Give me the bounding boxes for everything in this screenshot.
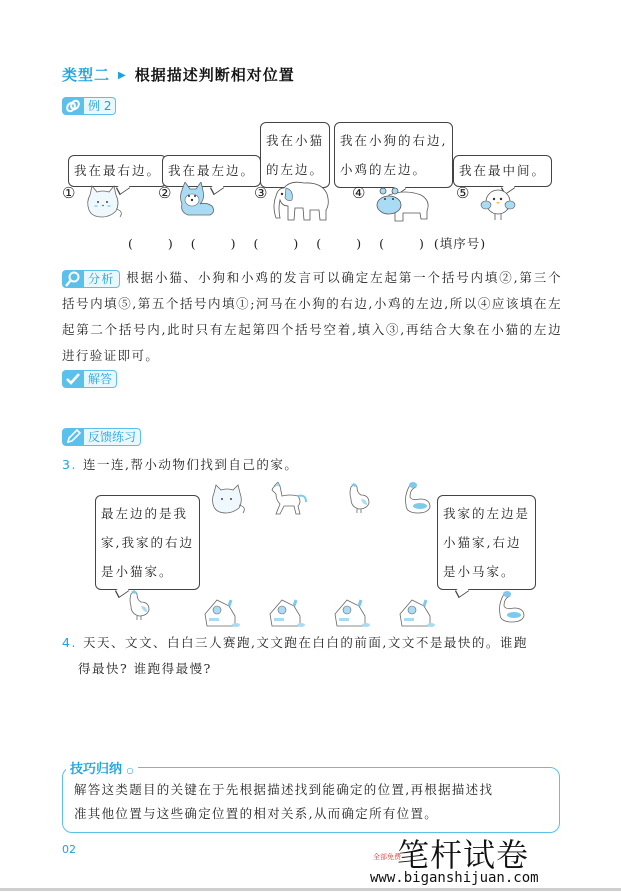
- house-icon-2: [268, 596, 306, 632]
- blank-close: ): [418, 236, 425, 251]
- goose-icon: [494, 590, 528, 630]
- analysis-tag: [62, 270, 120, 288]
- analysis-label: 分析: [84, 270, 120, 288]
- question-number: 4.: [62, 635, 77, 650]
- question-text: 得最快? 谁跑得最慢?: [78, 661, 212, 676]
- example-tag: [62, 97, 116, 115]
- section-title: 根据描述判断相对位置: [134, 66, 295, 84]
- bubble-text: 最左边的是我: [101, 506, 189, 521]
- example-label: 例 2: [84, 97, 116, 115]
- bubble-text: 我在最右边。: [74, 163, 162, 178]
- magnifier-icon: [62, 270, 84, 288]
- tip-line: 准其他位置与这些确定位置的相对关系,从而确定所有位置。: [74, 806, 439, 821]
- house-icon-3: [333, 596, 371, 632]
- bubble-text: 小猫家,右边: [443, 535, 522, 550]
- question-4: [62, 630, 562, 682]
- practice-label: 反馈练习: [84, 428, 141, 446]
- tip-title-text: 技巧归纳: [70, 762, 123, 777]
- rooster-icon: [345, 483, 373, 519]
- checkmark-icon: [62, 370, 84, 388]
- animal-number-3: ③: [254, 184, 268, 202]
- hippo-icon: [375, 185, 433, 229]
- watermark-url: www.biganshijuan.com: [370, 870, 539, 886]
- page-number: 02: [62, 843, 76, 856]
- horse-icon: [268, 482, 308, 520]
- blank-open: (: [190, 236, 197, 251]
- type-label: 类型二: [62, 66, 111, 84]
- pencil-icon: [62, 428, 84, 446]
- blank-open: (: [253, 236, 260, 251]
- rooster-icon: [125, 590, 153, 626]
- animal-number-4: ④: [352, 184, 366, 202]
- bubble-text: 家,我家的右边: [101, 535, 194, 550]
- bubble-text: 我家的左边是: [443, 506, 531, 521]
- bubble-text: 是小马家。: [443, 564, 516, 579]
- tip-title: 技巧归纳 ○: [66, 758, 138, 777]
- house-icon-1: [203, 596, 241, 632]
- goose-icon: [400, 481, 434, 521]
- bubble-text: 我在最中间。: [459, 163, 547, 178]
- watermark-tag: 全部免费: [373, 853, 401, 861]
- blank-open: (: [128, 236, 134, 251]
- answer-tag: [62, 370, 117, 388]
- blank-close: ): [293, 236, 300, 251]
- chick-icon: [480, 185, 516, 227]
- left-speech-bubble: [95, 495, 200, 590]
- fill-hint: (填序号): [433, 236, 487, 251]
- blank-open: (: [316, 236, 323, 251]
- practice-tag: [62, 428, 141, 446]
- answer-label: 解答: [84, 370, 117, 388]
- bottom-divider: [0, 888, 621, 891]
- bubble-text: 我在最左边。: [168, 163, 256, 178]
- section-heading: [62, 64, 295, 85]
- speech-bubble-4: [334, 122, 453, 188]
- tip-line: 解答这类题目的关键在于先根据描述找到能确定的位置,再根据描述找: [74, 782, 494, 797]
- bubble-text: 小鸡的左边。: [340, 162, 428, 177]
- bubble-text: 的左边。: [266, 162, 325, 177]
- animal-number-5: ⑤: [456, 184, 470, 202]
- animal-number-1: ①: [62, 184, 76, 202]
- blank-close: ): [167, 236, 174, 251]
- question-3: [62, 452, 298, 478]
- right-speech-bubble: [437, 495, 536, 590]
- bubble-text: 我在小猫: [266, 133, 325, 148]
- blank-close: ): [356, 236, 363, 251]
- blank-close: ): [230, 236, 237, 251]
- question-text: 天天、文文、白白三人赛跑,文文跑在白白的前面,文文不是最快的。谁跑: [82, 635, 528, 650]
- bubble-text: 是小猫家。: [101, 564, 174, 579]
- house-icon-4: [398, 596, 436, 632]
- watermark-title: 笔杆试卷: [397, 836, 530, 874]
- dog-icon: [176, 182, 218, 224]
- link-icon: [62, 97, 84, 115]
- question-text: 连一连,帮小动物们找到自己的家。: [82, 457, 299, 472]
- blank-open: (: [379, 236, 385, 251]
- cat-icon: [208, 483, 248, 521]
- analysis-paragraph: [62, 265, 562, 369]
- analysis-text: 根据小猫、小狗和小鸡的发言可以确定左起第一个括号内填②,第三个括号内填⑤,第五个括号内填①;河马在小狗的右边,小鸡的左边,所以④应该填在左起第二个括号内,此时只有左起第四个括号空着,填入③,再结合大象在小猫的左边进行验证即可。: [62, 270, 562, 363]
- bubble-text: 我在小狗的右边,: [340, 133, 448, 148]
- elephant-icon: [270, 178, 332, 226]
- cat-icon: [82, 183, 124, 225]
- speech-bubble-5: [453, 155, 552, 187]
- question-number: 3.: [62, 457, 77, 472]
- answer-blanks: [128, 234, 486, 252]
- tip-text: [74, 778, 554, 826]
- animal-number-2: ②: [158, 184, 172, 202]
- triangle-right-icon: ▶: [118, 70, 127, 81]
